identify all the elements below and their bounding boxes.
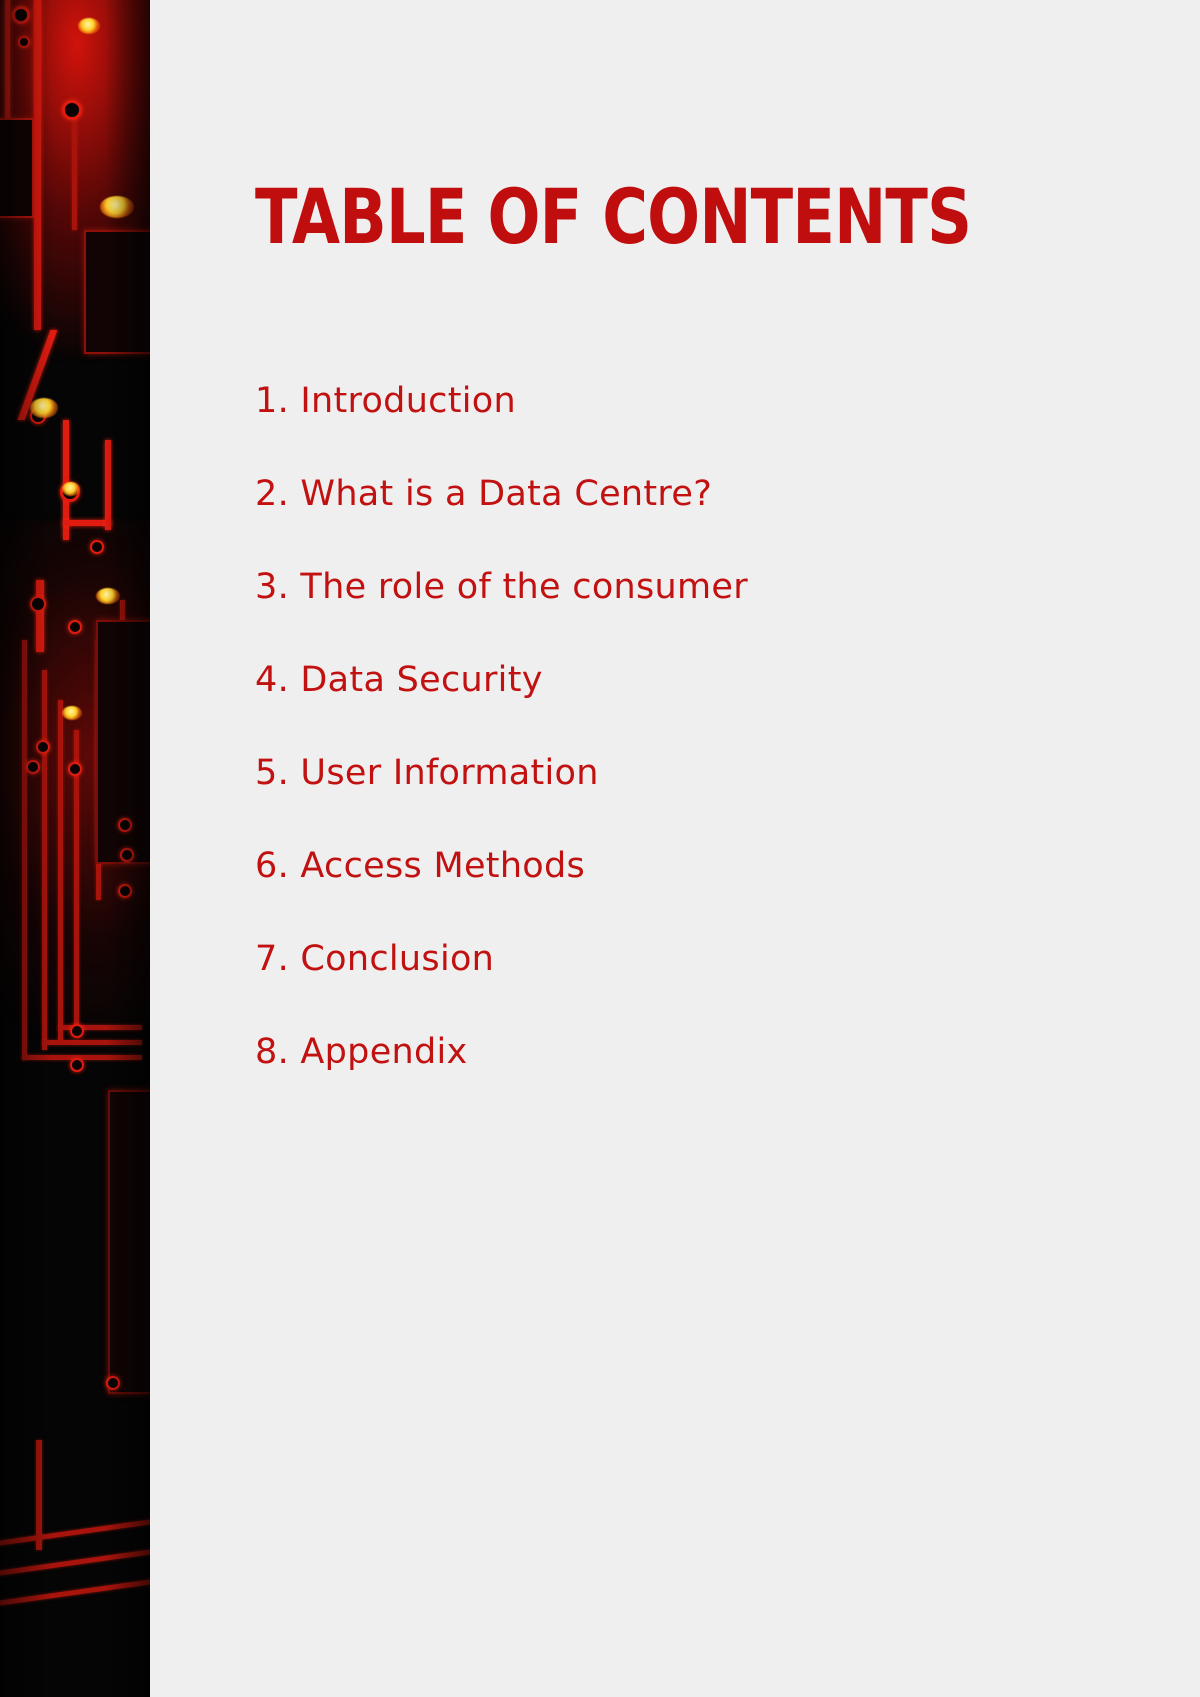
circuit-trace [42, 670, 47, 1050]
circuit-chip [0, 118, 34, 218]
circuit-trace [58, 700, 63, 1040]
circuit-pad [70, 1024, 84, 1038]
circuit-trace [5, 0, 10, 120]
circuit-trace [34, 0, 41, 330]
circuit-trace [36, 1440, 42, 1550]
circuit-pad [106, 1376, 120, 1390]
table-of-contents-list [255, 380, 1055, 1124]
solder-spark [96, 588, 120, 604]
circuit-trace [0, 1549, 150, 1575]
circuit-pad [18, 36, 30, 48]
solder-spark [30, 398, 58, 418]
circuit-board-sidebar-image [0, 0, 150, 1697]
toc-entry-2[interactable]: 2. What is a Data Centre? [255, 474, 713, 514]
circuit-chip [108, 1090, 150, 1394]
circuit-trace [42, 1040, 142, 1045]
circuit-pad [36, 740, 50, 754]
circuit-pad [30, 596, 46, 612]
solder-spark [78, 18, 100, 34]
circuit-pad [68, 620, 82, 634]
circuit-pad [26, 760, 40, 774]
circuit-pad [118, 884, 132, 898]
circuit-trace [22, 640, 27, 1060]
solder-spark [62, 482, 80, 496]
circuit-chip [84, 230, 150, 354]
solder-spark [62, 706, 82, 720]
circuit-trace [36, 580, 44, 652]
toc-entry-7[interactable]: 7. Conclusion [255, 939, 495, 979]
circuit-pad [68, 762, 82, 776]
circuit-pad [62, 100, 82, 120]
circuit-pad [118, 818, 132, 832]
toc-entry-8[interactable]: 8. Appendix [255, 1032, 468, 1072]
circuit-pad [12, 6, 30, 24]
toc-entry-3[interactable]: 3. The role of the consumer [255, 567, 748, 607]
toc-entry-1[interactable]: 1. Introduction [255, 381, 516, 421]
circuit-trace [0, 1519, 150, 1545]
circuit-trace [105, 440, 111, 530]
content-area [255, 0, 1135, 1697]
toc-entry-5[interactable]: 5. User Information [255, 753, 599, 793]
toc-entry-4[interactable]: 4. Data Security [255, 660, 543, 700]
solder-spark [100, 196, 134, 218]
circuit-pad [70, 1058, 84, 1072]
circuit-trace [63, 520, 111, 526]
circuit-trace [0, 1579, 150, 1605]
toc-entry-6[interactable]: 6. Access Methods [255, 846, 586, 886]
circuit-pad [120, 848, 134, 862]
circuit-pad [90, 540, 104, 554]
page-title: TABLE OF CONTENTS [255, 172, 972, 261]
circuit-trace [72, 110, 77, 230]
